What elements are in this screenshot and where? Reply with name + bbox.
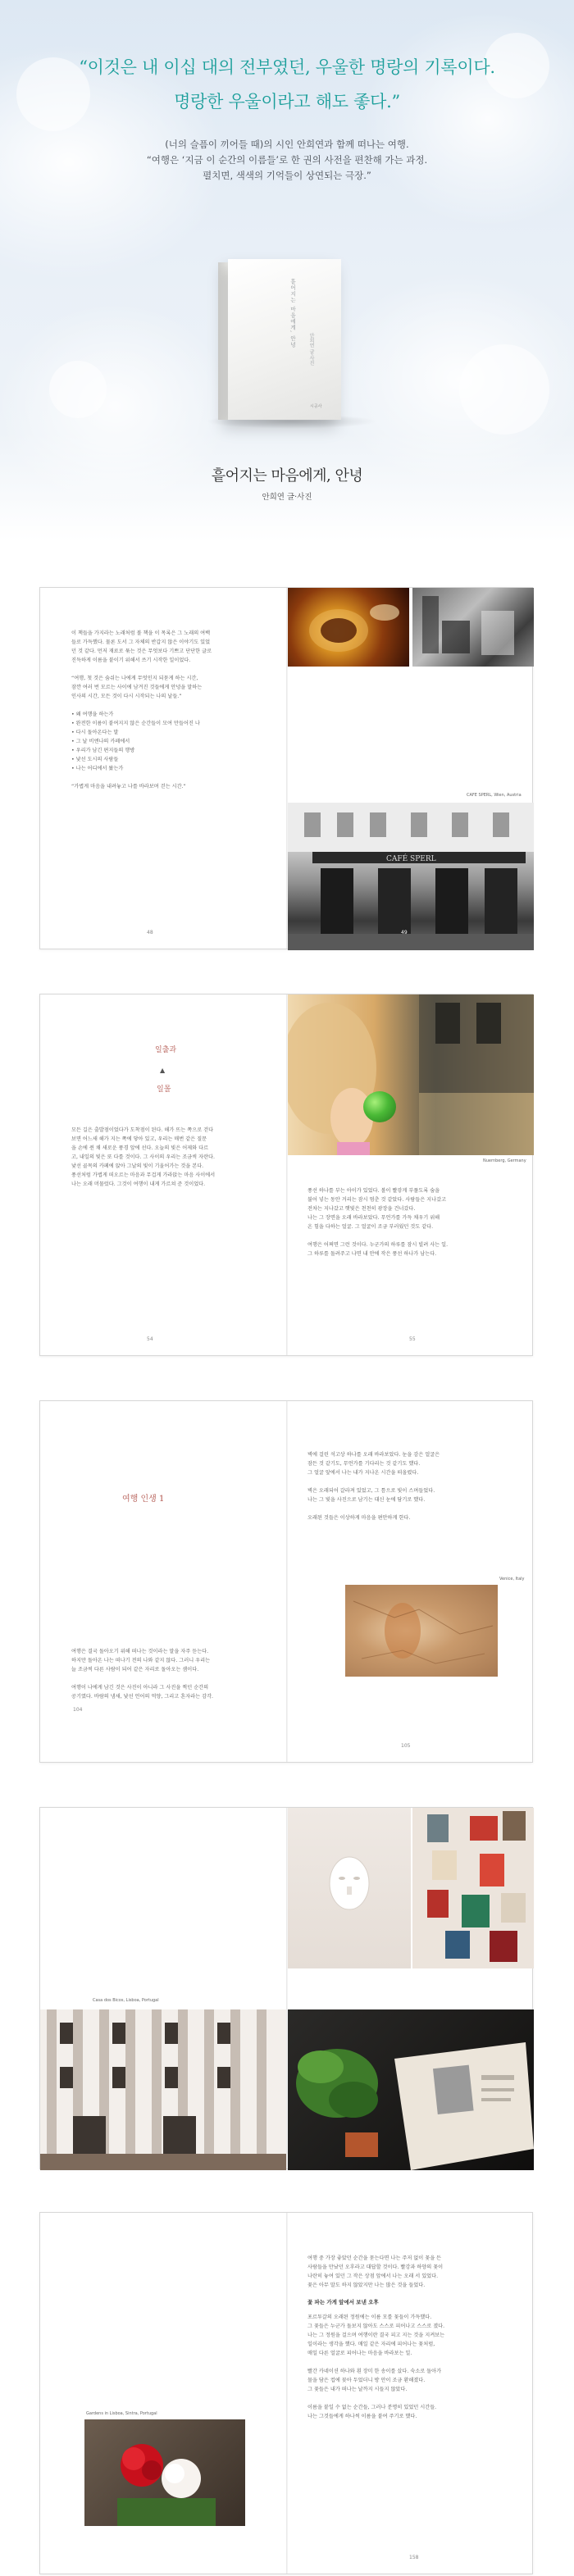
text-line bbox=[71, 1674, 268, 1683]
page-number: 158 bbox=[409, 2555, 419, 2560]
text-line: 하지만 돌아온 나는 떠나기 전의 나와 같지 않다. 그러니 우리는 bbox=[71, 1658, 211, 1663]
wall-texture-illustration bbox=[345, 1585, 498, 1677]
text-line: 나는 그것들에게 하나씩 이름을 붙여 주기로 했다. bbox=[308, 2414, 417, 2419]
bokeh-light bbox=[49, 361, 107, 418]
spread2-left-text bbox=[71, 1126, 268, 1189]
text-line: 여행 중 가장 좋았던 순간을 묻는다면 나는 주저 없이 꽃을 든 bbox=[308, 2255, 442, 2261]
text-line: 그 얼굴 앞에서 나는 내가 지나온 시간을 떠올렸다. bbox=[308, 1470, 419, 1476]
mask-illustration bbox=[288, 1808, 411, 1968]
spread3-right-text bbox=[308, 1450, 517, 1522]
building-illustration bbox=[40, 2009, 286, 2170]
cafe-sign-text: CAFÉ SPERL bbox=[386, 855, 436, 863]
book-on-table-photo bbox=[288, 2009, 534, 2170]
text-line: 진득하게 이름을 붙이기 위해서 쓰기 시작한 일이었다. bbox=[71, 658, 191, 663]
street-illustration bbox=[288, 994, 534, 1155]
text-line bbox=[308, 1504, 517, 1513]
text-line: 잠든 것 같기도, 무언가를 기다리는 것 같기도 했다. bbox=[308, 1461, 421, 1467]
text-line: 풍선 하나를 부는 아이가 있었다. 볼이 빨갛게 부풀도록 숨을 bbox=[308, 1188, 440, 1194]
book-spread-3 bbox=[39, 1400, 533, 1763]
text-line: 이름을 붙일 수 없는 순간들, 그러나 분명히 있었던 시간들. bbox=[308, 2405, 437, 2410]
text-line: 매일 다른 얼굴로 피어나는 마음을 바라보는 일. bbox=[308, 2351, 412, 2356]
text-line: 불어 넣는 동안 거리는 잠시 멈춘 것 같았다. 사람들은 지나갔고 bbox=[308, 1197, 447, 1203]
spread-gutter bbox=[286, 1401, 288, 1762]
text-line bbox=[308, 2358, 517, 2367]
text-line: “여행, 첫 것은 숨쉬는 나에게 무엇인지 되묻게 하는 시간, bbox=[71, 676, 198, 681]
text-line: 사람들을 만났던 오후라고 대답할 것이다. 빨강과 하양의 꽃이 bbox=[308, 2264, 444, 2270]
text-line: “가볍게 마음을 내려놓고 나를 바라보며 걷는 시간.” bbox=[71, 784, 186, 790]
book-cover-author: 안희연 글·사진 bbox=[308, 333, 314, 366]
text-line: 물을 담은 컵에 꽂아 두었더니 방 안이 조금 환해졌다. bbox=[308, 2378, 426, 2383]
hero-subtitle-line2: “여행은 ‘지금 이 순간의 이름들’로 한 권의 사전을 편찬해 가는 과정. bbox=[146, 154, 428, 166]
text-line: 여행은 결국 돌아오기 위해 떠나는 것이라는 말을 자주 듣는다. bbox=[71, 1649, 209, 1654]
cafe-facade-illustration bbox=[288, 803, 534, 950]
text-line: 나는 오래 머물렀다. 그것이 여행이 내게 가르쳐 준 것이었다. bbox=[71, 1181, 206, 1187]
photo-caption: Nuernberg, Germany bbox=[483, 1158, 526, 1163]
text-line: 인사의 시간, 모든 것이 다시 시작되는 나의 날들.” bbox=[71, 694, 182, 699]
text-line: • 왜 여행을 하는가 bbox=[71, 712, 114, 717]
text-line: 을 손에 쥔 채 새로운 풍경 앞에 선다. 오늘의 빛은 어제와 다르 bbox=[71, 1145, 209, 1151]
book-spine bbox=[218, 262, 228, 420]
text-line: 그 꽃들은 누군가 돌보지 않아도 스스로 피어나고 스스로 졌다. bbox=[308, 2323, 445, 2329]
page-number: 54 bbox=[147, 1336, 153, 1342]
text-line: • 나는 어디에서 왔는가 bbox=[71, 766, 124, 771]
coffee-cup-photo bbox=[288, 588, 409, 667]
vintage-interior-photo bbox=[412, 588, 534, 667]
text-line: 고, 내일의 빛은 또 다를 것이다. 그 사이의 우리는 조금씩 자란다. bbox=[71, 1154, 215, 1160]
text-line bbox=[308, 2394, 517, 2403]
text-line: 공기였다. 바람의 냄새, 낯선 언어의 억양, 그리고 혼자라는 감각. bbox=[71, 1694, 214, 1700]
text-line: 빨간 카네이션 하나와 흰 장미 한 송이를 샀다. 숙소로 돌아가 bbox=[308, 2369, 442, 2374]
page-number: 55 bbox=[409, 1336, 416, 1342]
text-line: 벽에 걸린 석고상 하나를 오래 바라보았다. 눈을 감은 얼굴은 bbox=[308, 1452, 440, 1458]
text-line: 온 힘을 다하는 얼굴. 그 얼굴이 조금 부러웠던 것도 같다. bbox=[308, 1224, 434, 1230]
text-line: 늘 조금씩 다른 사람이 되어 같은 자리로 돌아오는 셈이다. bbox=[71, 1667, 199, 1673]
text-line bbox=[308, 1231, 517, 1240]
spread2-right-text bbox=[308, 1186, 517, 1258]
wall-postcards-photo bbox=[412, 1808, 534, 1968]
text-line: 오래된 것들은 이상하게 마음을 편안하게 한다. bbox=[308, 1515, 411, 1521]
book-cover-publisher: 시공사 bbox=[310, 404, 322, 409]
book-cover-title: 흩어지는 마음에게, 안녕 bbox=[289, 279, 296, 348]
text-line: 나는 그 장면을 오래 바라보았다. 무언가를 가득 채우기 위해 bbox=[308, 1215, 440, 1221]
text-line: • 완전한 이름이 붙여지지 않은 순간들이 모여 만들어진 나 bbox=[71, 721, 200, 726]
text-line bbox=[71, 701, 268, 710]
spread1-left-text bbox=[71, 629, 268, 791]
text-line: 그 꽃들은 내가 떠나는 날까지 시들지 않았다. bbox=[308, 2387, 408, 2392]
page-number: 104 bbox=[73, 1707, 83, 1713]
text-line: 여행은 어쩌면 그런 것이다. 누군가의 하루를 잠시 빌려 사는 일. bbox=[308, 1242, 449, 1248]
text-line: • 그 날 비엔나의 카페에서 bbox=[71, 739, 130, 744]
text-line: 나란히 놓여 있던 그 작은 상점 앞에서 나는 오래 서 있었다. bbox=[308, 2273, 439, 2279]
page-number: 105 bbox=[401, 1743, 411, 1749]
text-line: 모든 길은 출발점이었다가 도착점이 된다. 해가 뜨는 쪽으로 걷다 bbox=[71, 1127, 214, 1133]
text-line: 꽃은 아무 말도 하지 않았지만 나는 많은 것을 들었다. bbox=[308, 2282, 426, 2288]
spread3-left-text bbox=[71, 1647, 268, 1701]
text-line: 나는 그 정원을 걸으며 여행이란 결국 피고 지는 것을 지켜보는 bbox=[308, 2333, 445, 2338]
hero-subtitle-line1: (너의 슬픔이 끼어들 때)의 시인 안희연과 함께 떠나는 여행. bbox=[165, 139, 409, 150]
photo-caption: Venice, Italy bbox=[499, 1577, 525, 1582]
text-line: 벽은 오래되어 갈라져 있었고, 그 틈으로 빛이 스며들었다. bbox=[308, 1488, 435, 1494]
text-line: 포르투갈의 오래된 정원에는 이름 모를 꽃들이 가득했다. bbox=[308, 2314, 432, 2320]
text-line bbox=[71, 773, 268, 782]
hero-subtitle-line3: 펼치면, 색색의 기억들이 상연되는 극장.” bbox=[203, 170, 371, 181]
page-number: 49 bbox=[401, 930, 408, 935]
text-line: 나는 그 빛을 사진으로 남기는 대신 눈에 담기로 했다. bbox=[308, 1497, 426, 1503]
chapter-title: 일출과 bbox=[155, 1046, 177, 1054]
plaster-mask-photo bbox=[288, 1808, 411, 1968]
chair-illustration bbox=[412, 588, 534, 667]
postcards-illustration bbox=[412, 1808, 534, 1968]
text-line: 보면 어느새 해가 지는 쪽에 닿아 있고, 우리는 매번 같은 질문 bbox=[71, 1136, 207, 1142]
spread-gutter bbox=[286, 2213, 288, 2574]
text-line: 들로 가득했다. 물론 도서 그 자체의 반갑지 않은 이야기도 있었 bbox=[71, 639, 211, 645]
text-line: 여행이 나에게 남긴 것은 사진이 아니라 그 사진을 찍던 순간의 bbox=[71, 1685, 209, 1691]
text-line bbox=[71, 665, 268, 674]
spread5-right-text bbox=[308, 2313, 517, 2421]
text-line: • 우리가 남긴 편지들의 행방 bbox=[71, 748, 135, 753]
text-line: 풍선처럼 가볍게 떠오르는 마음과 무겁게 가라앉는 마음 사이에서 bbox=[71, 1172, 216, 1178]
photo-caption: Gardens in Lisboa, Sintra, Portugal bbox=[86, 2411, 157, 2416]
green-balloon bbox=[363, 1091, 396, 1122]
casa-dos-bicos-photo bbox=[40, 2009, 286, 2170]
text-line: 낯선 골목의 카페에 앉아 그날의 빛이 기울어가는 것을 본다. bbox=[71, 1163, 204, 1169]
text-line: 그 하루를 돌려주고 나면 내 안에 작은 풍선 하나가 남는다. bbox=[308, 1251, 437, 1257]
cafe-sperl-photo bbox=[288, 803, 534, 950]
photo-caption: Casa dos Bicos, Lisboa, Portugal bbox=[93, 1998, 159, 2003]
book-spread-1 bbox=[39, 587, 533, 949]
coffee-cup-illustration bbox=[288, 588, 409, 667]
bokeh-light bbox=[459, 344, 549, 435]
handwritten-title: 여행 인생 1 bbox=[122, 1495, 165, 1504]
text-line: 일이라는 생각을 했다. 매일 같은 자리에 피어나는 꽃처럼, bbox=[308, 2342, 435, 2347]
book-byline: 안희연 글·사진 bbox=[262, 493, 312, 502]
book-title: 흩어지는 마음에게, 안녕 bbox=[211, 467, 363, 485]
girl-balloon-photo bbox=[288, 994, 534, 1155]
photo-caption: CAFE SPERL, Wien, Austria bbox=[467, 793, 522, 798]
section-heading: 꽃 파는 가게 앞에서 보낸 오후 bbox=[308, 2299, 379, 2305]
text-line: • 다시 돌아온다는 말 bbox=[71, 730, 119, 735]
hero-headline-line2: 명랑한 우울이라고 해도 좋다.” bbox=[174, 92, 400, 112]
book-spread-2 bbox=[39, 994, 533, 1356]
text-line: 잠깐 여러 번 모르는 사이에 남겨진 것들에게 안녕을 말하는 bbox=[71, 685, 203, 690]
text-line: 전차는 지나갔고 햇빛은 천천히 광장을 건너갔다. bbox=[308, 1206, 416, 1212]
book-spread-4 bbox=[39, 1807, 533, 2169]
hero-section bbox=[0, 0, 574, 541]
text-line: 던 것 같다. 먼저 재료로 묶는 것은 무엇보다 기쁘고 단단한 글로 bbox=[71, 649, 212, 654]
book-cover-image bbox=[228, 259, 341, 420]
page-number: 48 bbox=[147, 930, 153, 935]
cracked-wall-photo bbox=[345, 1585, 498, 1677]
flowers-illustration bbox=[84, 2419, 245, 2526]
text-line bbox=[308, 1477, 517, 1486]
chapter-subtitle: 일몰 bbox=[157, 1085, 171, 1094]
arrow-up-icon: ▲ bbox=[160, 1067, 166, 1074]
text-line: 이 책들을 가지라는 노래처럼 볼 책을 이 목록은 그 노래의 여백 bbox=[71, 630, 211, 636]
flowers-photo bbox=[84, 2419, 245, 2526]
book-spread-5 bbox=[39, 2212, 533, 2574]
text-line: • 낯선 도시의 사람들 bbox=[71, 757, 119, 762]
hero-headline-line1: “이것은 내 이십 대의 전부였던, 우울한 명랑의 기록이다. bbox=[79, 57, 495, 77]
table-illustration bbox=[288, 2009, 534, 2170]
spread5-intro-text bbox=[308, 2254, 517, 2290]
